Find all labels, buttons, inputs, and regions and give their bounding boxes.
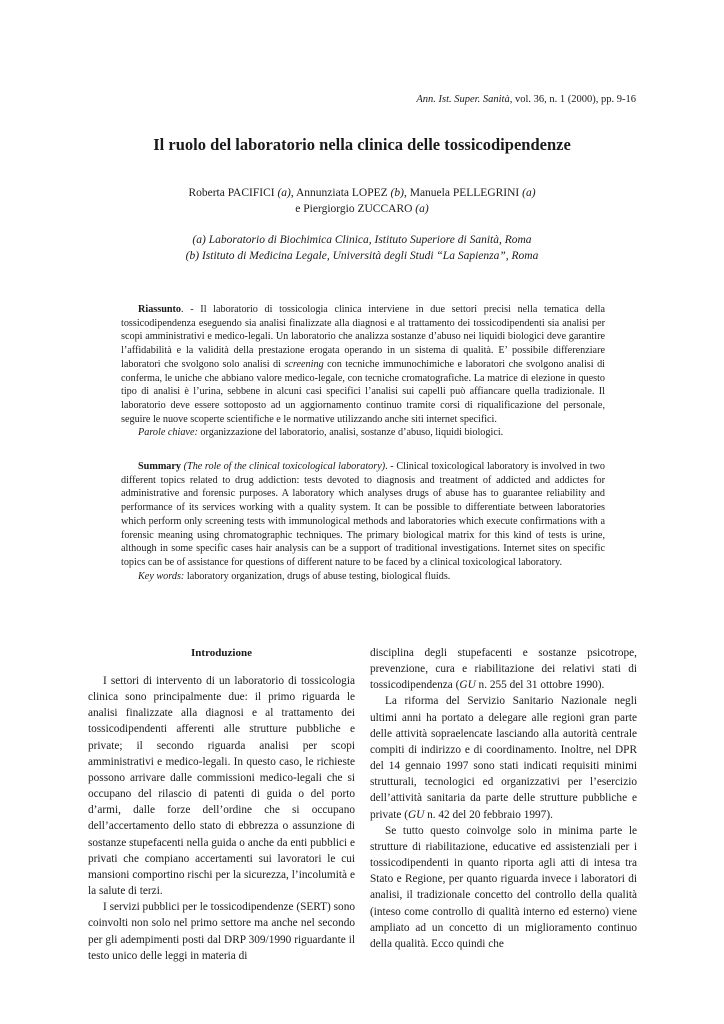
keywords-english [121,570,605,584]
keywords-label: Parole chiave: [138,427,198,439]
keywords-text: organizzazione del laboratorio, analisi, sostanze d’abuso, liquidi biologici. [197,427,504,439]
body-column-right [370,645,637,952]
body-paragraph [370,693,637,822]
author-affiliation-tag: (a) [277,187,291,199]
riassunto-text: con tecniche immunochimiche e laboratori che svolgono analisi di conferma, le uniche che abbiano valore medico-legale, con tecniche cromatografiche. La matrice di elezione in questo tipo di analisi è l’urina, sebbene in alcuni casi specifici l’analisi sui capelli può affiancare quella tradizionale. Il laboratorio deve essere sottoposto ad un aggiornamento continuo tramite corsi di riqualificazione del personale, seguire le nuove scoperte scientifiche e le normative utilizzando anche siti internet specifici. [121,358,605,425]
body-text: La riforma del Servizio Sanitario Nazionale negli ultimi anni ha portato a delegare alle regioni gran parte delle attività sopraelencate lasciando alla autorità centrale compiti di indirizzo e di coordinamento. Inoltre, nel DPR del 14 gennaio 1997 sono stati indicati requisiti minimi strutturali, tecnologici ed organizzativi per l’esercizio dell’attività sanitaria da parte delle strutture pubbliche e private ( [370,695,637,821]
author-affiliation-tag: (a) [415,203,429,215]
journal-details: , vol. 36, n. 1 (2000), pp. 9-16 [509,94,636,105]
keywords-text: laboratory organization, drugs of abuse testing, biological fluids. [184,570,451,582]
author-name: e Piergiorgio ZUCCARO [295,203,416,215]
affiliation-line: (b) Istituto di Medicina Legale, Università degli Studi “La Sapienza”, Roma [185,250,539,262]
body-column-left [88,645,355,964]
abstract-english [121,460,605,583]
keywords-italian [121,426,605,440]
author-name: Roberta PACIFICI [188,187,278,199]
journal-name: Ann. Ist. Super. Sanità [416,94,510,105]
summary-text: . - Clinical toxicological laboratory is involved in two different topics related to drug addiction: tests devoted to diagnosis and treatment of addicted and addictes for administrative and forensic purposes. A laboratory which analyses drugs of abuse has to guarantee reliability and performance of its services working with a quality system. It can be possible to differentiate between laboratories which perform only screening tests with immunological methods and laboratories which execute confirmations with a forensic meaning using chromatographic techniques. The primary biological matrix for this kind of tests is urine, although in some specific cases hair analysis can be a support of traditional investigations. Internet sites on specific topics can be of assistance for questions of different nature to be faced by a clinical toxicological laboratory. [121,461,605,568]
gazette-abbrev: GU [407,808,425,821]
summary-paragraph [121,460,605,570]
body-paragraph: I servizi pubblici per le tossicodipendenze (SERT) sono coinvolti non solo nel primo settore ma anche nel secondo per gli adempimenti posti dal DRP 309/1990 riguardante il testo unico delle leggi in materia di [88,901,355,962]
riassunto-text: . - Il laboratorio di tossicologia clinica interviene in due settori precisi nella tematica della tossicodipendenza eseguendo sia analisi finalizzate alla diagnosi e al trattamento dei tossicodipendenti sia analisi per scopi amministrativi e medico-legali. Un laboratorio che analizza sostanze d’abuso nei liquidi biologici deve garantire l’affidabilità e la validità della prestazione erogata operando in un sistema di qualità. E’ possibile differenziare laboratori che svolgono solo analisi di [121,304,605,370]
summary-label: Summary [138,461,182,472]
gazette-abbrev: GU [459,679,476,692]
affiliations [0,232,724,264]
author-name: , Manuela PELLEGRINI [403,187,523,199]
section-heading: Introduzione [191,647,252,659]
affiliation-line: (a) Laboratorio di Biochimica Clinica, Istituto Superiore di Sanità, Roma [192,234,532,246]
body-text: n. 255 del 31 ottobre 1990). [475,679,605,692]
author-affiliation-tag: (a) [522,187,536,199]
body-text: n. 42 del 20 febbraio 1997). [424,808,553,821]
summary-english-title: (The role of the clinical toxicological laboratory) [181,461,386,472]
author-affiliation-tag: (b) [390,187,404,199]
riassunto-label: Riassunto [138,304,182,315]
article-title: Il ruolo del laboratorio nella clinica delle tossicodipendenze [153,135,571,154]
body-text: disciplina degli stupefacenti e sostanze psicotrope, prevenzione, cura e riabilitazione dei relativi stati di tossicodipendenza ( [370,647,637,692]
body-paragraph: I settori di intervento di un laboratorio di tossicologia clinica sono principalmente due: il primo riguarda le analisi finalizzate alla diagnosi e al trattamento dei tossicodipendenti afferenti alle strutture pubbliche e private; il secondo riguarda analisi per scopi amministrativi e medico-legali. In questo caso, le richieste possono arrivare dalle commissioni medico-legali che si occupano del rilascio di patenti di guida o del porto d’armi, dalle forze dell’ordine che si occupano dell’accertamento dello stato di ebbrezza o assunzione di sostanze stupefacenti nella guida o anche da enti pubblici e privati che compiano accertamenti sui lavoratori le cui mansioni comportino rischi per la sicurezza, l’incolumità e la salute di terzi. [88,675,355,898]
abstract-italian [121,303,605,440]
body-paragraph [370,645,637,693]
body-paragraph: Se tutto questo coinvolge solo in minima parte le strutture di riabilitazione, educative ed assistenziali per i tossicodipendenti in quanto riporta agli atti di intesa tra Stato e Regione, per quanto riguarda invece i laboratori di analisi, il tradizionale concetto del controllo della qualità (inteso come controllo di qualità interno ed esterno) viene ampliato ad un concetto di un miglioramento continuo della qualità. Ecco quindi che [370,824,637,950]
riassunto-italic-term: screening [284,358,324,370]
riassunto-paragraph [121,303,605,426]
author-name: , Annunziata LOPEZ [290,187,391,199]
keywords-label: Key words: [138,570,185,582]
author-list [0,185,724,217]
running-head [416,94,636,105]
